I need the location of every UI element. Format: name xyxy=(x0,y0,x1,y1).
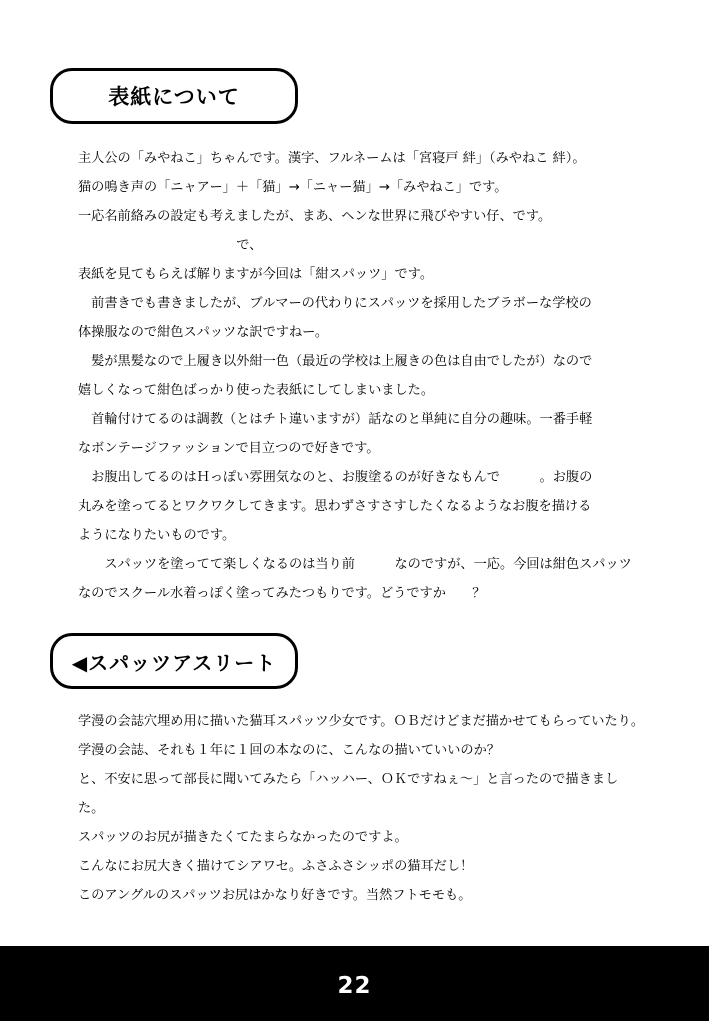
body-line: 主人公の「みやねこ」ちゃんです。漢字、フルネームは「宮寝戸 絆」（みやねこ 絆）。 xyxy=(78,151,586,166)
body-line: 丸みを塗ってるとワクワクしてきます。思わずさすさすしたくなるようなお腹を描ける xyxy=(78,499,592,514)
body-line: で、 xyxy=(78,238,263,253)
body-line: と、不安に思って部長に聞いてみたら「ハッハー、ＯＫですねぇ～」と言ったので描きました。 xyxy=(78,772,619,816)
body-line: 猫の鳴き声の「ニャアー」＋「猫」→「ニャー猫」→「みやねこ」です。 xyxy=(78,180,508,195)
body-line: スパッツを塗ってて楽しくなるのは当り前 なのですが、一応。今回は紺色スパッツ xyxy=(78,557,632,572)
body-line: こんなにお尻大きく描けてシアワセ。ふさふさシッポの猫耳だし！ xyxy=(78,859,474,874)
section-heading-cover-about xyxy=(50,68,298,124)
body-line: スパッツのお尻が描きたくてたまらなかったのですよ。 xyxy=(78,830,408,845)
body-line: 学漫の会誌、それも１年に１回の本なのに、こんなの描いていいのか？ xyxy=(78,743,500,758)
body-line: なボンテージファッションで目立つので好きです。 xyxy=(78,441,380,456)
body-line xyxy=(78,910,644,939)
body-line: 表紙を見てもらえば解りますが今回は「紺スパッツ」です。 xyxy=(78,267,434,282)
body-line: 学漫の会誌穴埋め用に描いた猫耳スパッツ少女です。ＯＢだけどまだ描かせてもらっていたり。 xyxy=(78,714,645,729)
body-line: 髪が黒髪なので上履き以外紺一色（最近の学校は上履きの色は自由でしたが）なので xyxy=(78,354,593,369)
section-heading-label: ◀スパッツアスリート xyxy=(71,650,277,675)
section-heading-label: 表紙について xyxy=(108,85,240,109)
body-line: お腹出してるのはＨっぽい雰囲気なのと、お腹塗るのが好きなもんで 。お腹の xyxy=(78,470,593,485)
section-body-cover-about xyxy=(78,144,644,608)
section-heading-spats-athlete xyxy=(50,633,298,689)
body-line: 一応名前絡みの設定も考えましたが、まあ、ヘンな世界に飛びやすい仔、です。 xyxy=(78,209,552,224)
body-line: なのでスクール水着っぽく塗ってみたつもりです。どうですか ？ xyxy=(78,586,486,601)
body-line: 体操服なので紺色スパッツな訳ですねー。 xyxy=(78,325,329,340)
body-line: このアングルのスパッツお尻はかなり好きです。当然フトモモも。 xyxy=(78,888,472,903)
body-line: 前書きでも書きましたが、ブルマーの代わりにスパッツを採用したブラボーな学校の xyxy=(78,296,592,311)
section-body-spats-athlete xyxy=(78,707,644,968)
page-number: 22 xyxy=(337,973,372,999)
body-line: ようになりたいものです。 xyxy=(78,528,236,543)
body-line: 嬉しくなって紺色ばっかり使った表紙にしてしまいました。 xyxy=(78,383,435,398)
body-line: 首輪付けてるのは調教（とはチト違いますが）話なのと単純に自分の趣味。一番手軽 xyxy=(78,412,593,427)
